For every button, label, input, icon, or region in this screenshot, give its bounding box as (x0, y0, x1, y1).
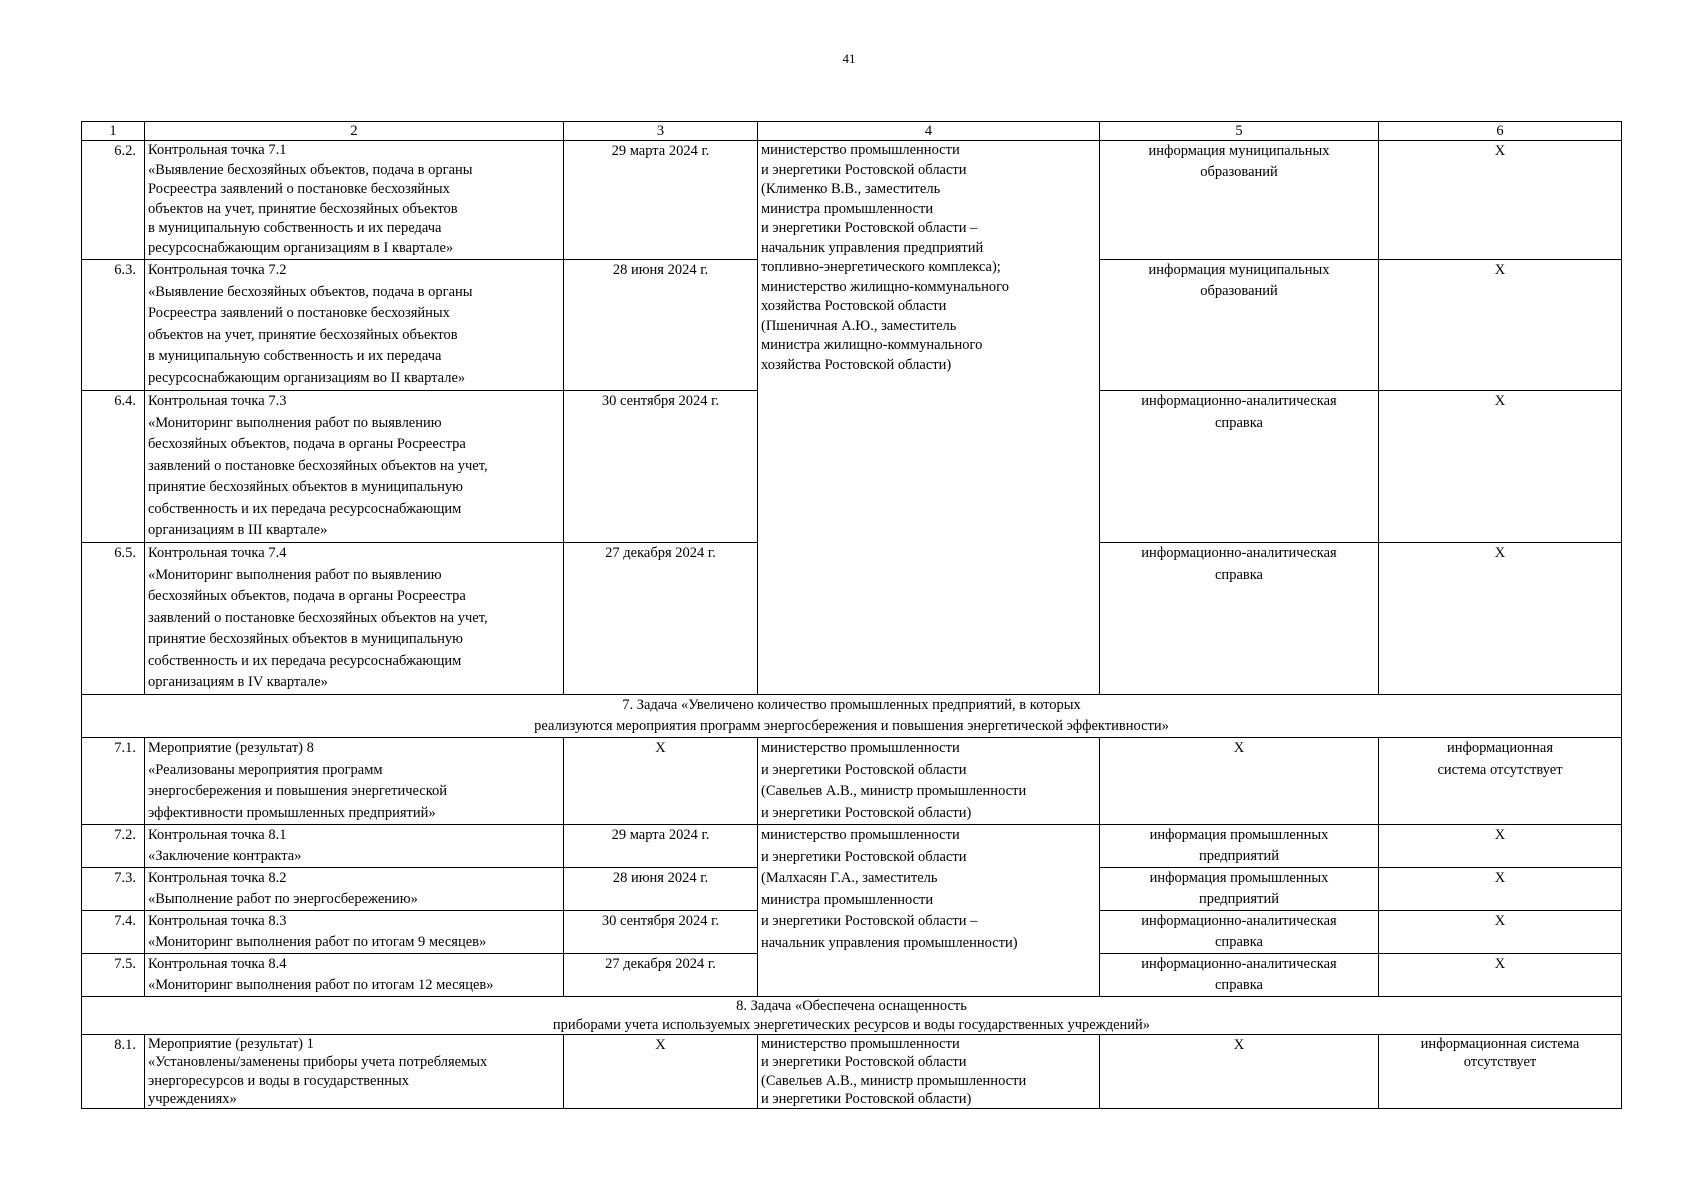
row-number: 6.5. (82, 543, 145, 695)
row-info-system: X (1379, 260, 1622, 391)
row-number: 7.3. (82, 868, 145, 911)
row-info-system: X (1379, 141, 1622, 260)
task-heading: 8. Задача «Обеспечена оснащенность приборами учета используемых энергетических ресурсов и воды государственных учреждений» (82, 997, 1622, 1035)
row-info-system: X (1379, 825, 1622, 868)
row-number: 6.2. (82, 141, 145, 260)
task-heading-row (82, 695, 1622, 738)
row-info-system: X (1379, 911, 1622, 954)
header-col-4: 4 (758, 122, 1100, 141)
header-col-6: 6 (1379, 122, 1622, 141)
row-date: X (564, 738, 758, 825)
row-title: Контрольная точка 8.3 «Мониторинг выполнения работ по итогам 9 месяцев» (145, 911, 564, 954)
row-date: 30 сентября 2024 г. (564, 391, 758, 543)
row-title: Контрольная точка 8.4 «Мониторинг выполнения работ по итогам 12 месяцев» (145, 954, 564, 997)
table-row (82, 141, 1622, 260)
responsible-cell: министерство промышленности и энергетики Ростовской области (Клименко В.В., заместитель министра промышленности и энергетики Ростовской области – начальник управления предприятий топливно-энергетического комплекса); министерство жилищно-коммунального хозяйства Ростовской области (Пшеничная А.Ю., заместитель министра жилищно-коммунального хозяйства Ростовской области) (758, 141, 1100, 695)
row-number: 6.4. (82, 391, 145, 543)
row-number: 7.2. (82, 825, 145, 868)
row-title: Контрольная точка 8.1 «Заключение контракта» (145, 825, 564, 868)
row-report-form: информационно-аналитическая справка (1100, 391, 1379, 543)
row-report-form: информационно-аналитическая справка (1100, 954, 1379, 997)
task-heading: 7. Задача «Увеличено количество промышленных предприятий, в которых реализуются мероприятия программ энергосбережения и повышения энергетической эффективности» (82, 695, 1622, 738)
row-report-form: информационно-аналитическая справка (1100, 911, 1379, 954)
row-info-system: X (1379, 391, 1622, 543)
row-report-form: информация промышленных предприятий (1100, 825, 1379, 868)
row-report-form: X (1100, 738, 1379, 825)
table-row (82, 1035, 1622, 1109)
row-report-form: информация муниципальных образований (1100, 260, 1379, 391)
row-date: 30 сентября 2024 г. (564, 911, 758, 954)
responsible-cell: министерство промышленности и энергетики Ростовской области (Савельев А.В., министр промышленности и энергетики Ростовской области) (758, 738, 1100, 825)
row-info-system: X (1379, 954, 1622, 997)
header-col-1: 1 (82, 122, 145, 141)
row-info-system: X (1379, 868, 1622, 911)
row-date: 28 июня 2024 г. (564, 260, 758, 391)
row-number: 7.1. (82, 738, 145, 825)
row-date: 27 декабря 2024 г. (564, 954, 758, 997)
row-number: 7.4. (82, 911, 145, 954)
control-points-table (81, 121, 1622, 1109)
page-number: 41 (842, 51, 856, 66)
row-date: X (564, 1035, 758, 1109)
responsible-cell: министерство промышленности и энергетики Ростовской области (Савельев А.В., министр промышленности и энергетики Ростовской области) (758, 1035, 1100, 1109)
table-header-row (82, 122, 1622, 141)
row-title: Контрольная точка 8.2 «Выполнение работ по энергосбережению» (145, 868, 564, 911)
row-info-system: X (1379, 543, 1622, 695)
header-col-2: 2 (145, 122, 564, 141)
row-number: 8.1. (82, 1035, 145, 1109)
row-title: Мероприятие (результат) 1 «Установлены/заменены приборы учета потребляемых энергоресурсов и воды в государственных учреждениях» (145, 1035, 564, 1109)
row-title: Контрольная точка 7.3 «Мониторинг выполнения работ по выявлению бесхозяйных объектов, подача в органы Росреестра заявлений о постановке бесхозяйных объектов на учет, принятие бесхозяйных объектов в муниципальную собственность и их передача ресурсоснабжающим организациям в III квартале» (145, 391, 564, 543)
header-col-3: 3 (564, 122, 758, 141)
row-number: 6.3. (82, 260, 145, 391)
row-report-form: X (1100, 1035, 1379, 1109)
responsible-cell: министерство промышленности и энергетики Ростовской области (Малхасян Г.А., заместитель министра промышленности и энергетики Ростовской области – начальник управления промышленности) (758, 825, 1100, 997)
row-title: Мероприятие (результат) 8 «Реализованы мероприятия программ энергосбережения и повышения энергетической эффективности промышленных предприятий» (145, 738, 564, 825)
row-info-system: информационная система отсутствует (1379, 738, 1622, 825)
table-row (82, 825, 1622, 868)
row-date: 29 марта 2024 г. (564, 825, 758, 868)
row-date: 28 июня 2024 г. (564, 868, 758, 911)
row-report-form: информация муниципальных образований (1100, 141, 1379, 260)
row-number: 7.5. (82, 954, 145, 997)
row-date: 27 декабря 2024 г. (564, 543, 758, 695)
row-info-system: информационная система отсутствует (1379, 1035, 1622, 1109)
task-heading-row (82, 997, 1622, 1035)
row-title: Контрольная точка 7.1 «Выявление бесхозяйных объектов, подача в органы Росреестра заявлений о постановке бесхозяйных объектов на учет, принятие бесхозяйных объектов в муниципальную собственность и их передача ресурсоснабжающим организациям в I квартале» (145, 141, 564, 260)
row-title: Контрольная точка 7.4 «Мониторинг выполнения работ по выявлению бесхозяйных объектов, подача в органы Росреестра заявлений о постановке бесхозяйных объектов на учет, принятие бесхозяйных объектов в муниципальную собственность и их передача ресурсоснабжающим организациям в IV квартале» (145, 543, 564, 695)
header-col-5: 5 (1100, 122, 1379, 141)
table-row (82, 738, 1622, 825)
row-report-form: информационно-аналитическая справка (1100, 543, 1379, 695)
row-title: Контрольная точка 7.2 «Выявление бесхозяйных объектов, подача в органы Росреестра заявлений о постановке бесхозяйных объектов на учет, принятие бесхозяйных объектов в муниципальную собственность и их передача ресурсоснабжающим организациям во II квартале» (145, 260, 564, 391)
row-date: 29 марта 2024 г. (564, 141, 758, 260)
row-report-form: информация промышленных предприятий (1100, 868, 1379, 911)
